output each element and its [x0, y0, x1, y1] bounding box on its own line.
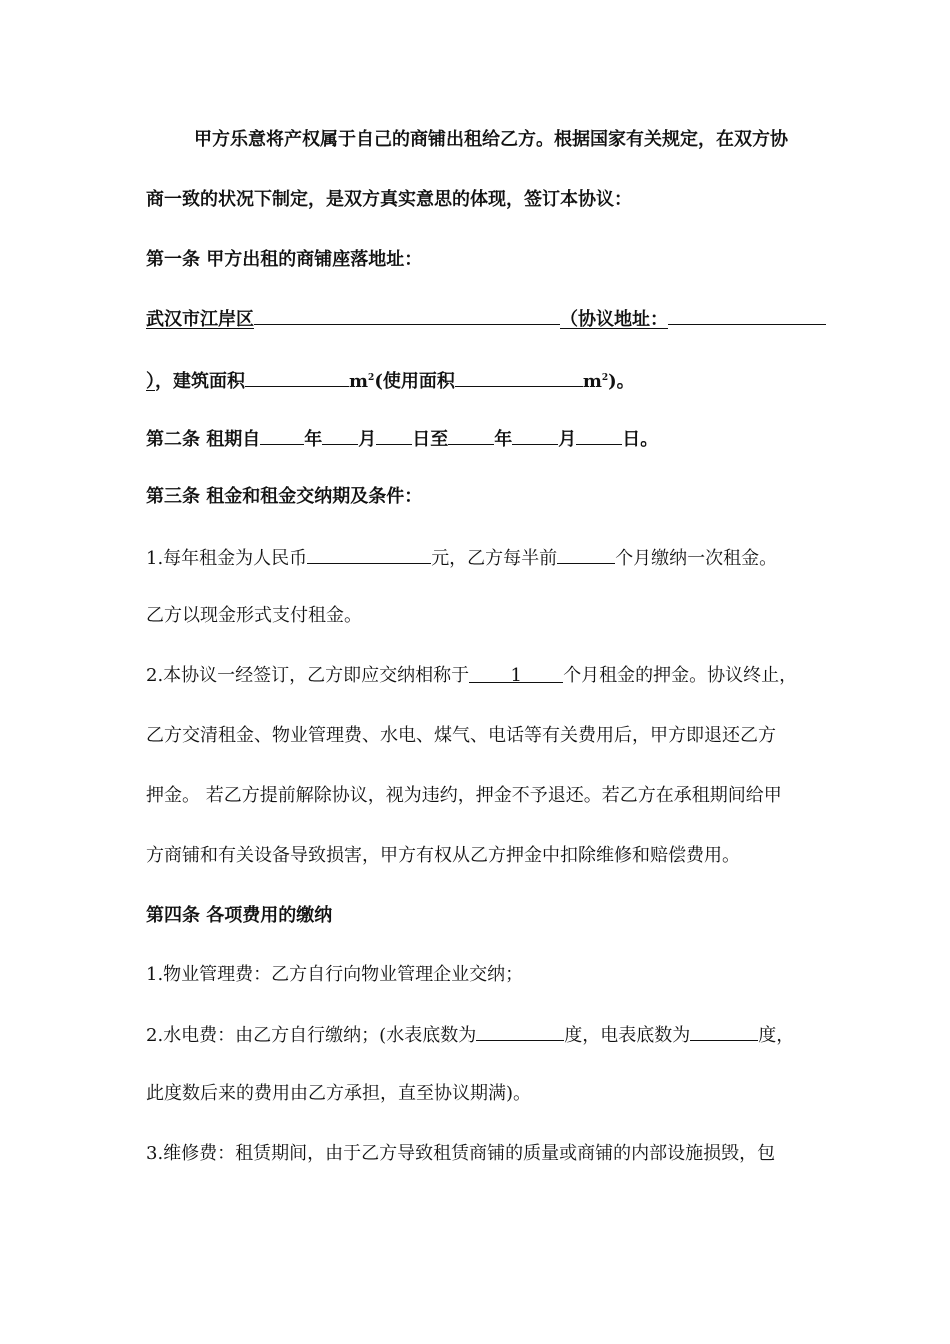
use-area-blank: [455, 368, 583, 387]
start-month-blank: [322, 426, 358, 445]
start-year-blank: [260, 426, 304, 445]
deposit-label: 2.本协议一经签订，乙方即应交纳相称于: [146, 665, 470, 686]
article-4-item-2: [146, 1022, 824, 1048]
rent-label: 1.每年租金为人民币: [146, 548, 308, 569]
article-1-address-line: [146, 306, 824, 332]
agreement-address-label: （协议地址：: [560, 309, 668, 330]
electric-meter-blank: [690, 1022, 758, 1041]
year-label: 年: [304, 429, 323, 450]
intro-line-2: 商一致的状况下制定，是双方真实意思的体现，签订本协议：: [146, 189, 632, 210]
area-unit: m: [349, 371, 369, 392]
use-area-label: (使用面积: [374, 371, 455, 392]
end-year-blank: [448, 426, 494, 445]
article-4-heading: 第四条 各项费用的缴纳: [146, 905, 333, 926]
area-blank: [245, 368, 349, 387]
year-label: 年: [494, 429, 513, 450]
address-city: 武汉市江岸区: [146, 309, 254, 330]
article-1-area-line: [146, 366, 824, 394]
article-2-line: [146, 426, 824, 452]
water-meter-blank: [476, 1022, 564, 1041]
rent-amount-blank: [307, 545, 431, 564]
area-unit-sq: 2: [368, 373, 375, 383]
water-meter-label: 2.水电费：由乙方自行缴纳；(水表底数为: [146, 1025, 477, 1046]
article-3-item-1: [146, 545, 824, 571]
day-label: 日。: [622, 429, 659, 450]
article-4-item-2-line-2: 此度数后来的费用由乙方承担，直至协议期满)。: [146, 1083, 532, 1104]
intro-line-1: 甲方乐意将产权属于自己的商铺出租给乙方。根据国家有关规定，在双方协: [194, 129, 788, 150]
rent-months-blank: [557, 545, 615, 564]
article-1-end: )。: [608, 371, 635, 392]
article-3-item-1-line-2: 乙方以现金形式支付租金。: [146, 605, 362, 626]
agreement-address-blank: [668, 306, 826, 325]
end-day-blank: [576, 426, 622, 445]
article-3-item-2-line-3: 押金。 若乙方提前解除协议，视为违约，押金不予退还。若乙方在承租期间给甲: [146, 785, 782, 806]
article-4-item-3: 3.维修费：租赁期间，由于乙方导致租赁商铺的质量或商铺的内部设施损毁，包: [146, 1143, 776, 1164]
degree-label: 度，: [758, 1025, 795, 1046]
day-to-label: 日至: [412, 429, 449, 450]
month-label: 月: [558, 429, 577, 450]
address-blank: [254, 306, 560, 325]
use-area-unit: m: [582, 371, 602, 392]
article-3-item-2-line-4: 方商铺和有关设备导致损害，甲方有权从乙方押金中扣除维修和赔偿费用。: [146, 845, 740, 866]
use-area-unit-sq: 2: [601, 373, 609, 383]
article-1-heading: 第一条 甲方出租的商铺座落地址：: [146, 249, 423, 270]
deposit-label-end: 个月租金的押金。协议终止，: [563, 665, 798, 686]
electric-meter-label: 度，电表底数为: [564, 1025, 691, 1046]
month-label: 月: [358, 429, 377, 450]
rent-period-label: 个月缴纳一次租金。: [615, 548, 778, 569]
article-3-heading: 第三条 租金和租金交纳期及条件：: [146, 486, 423, 507]
article-3-item-2-line-2: 乙方交清租金、物业管理费、水电、煤气、电话等有关费用后，甲方即退还乙方: [146, 725, 776, 746]
start-day-blank: [376, 426, 412, 445]
area-label: ，建筑面积: [155, 371, 245, 392]
article-4-item-1: 1.物业管理费：乙方自行向物业管理企业交纳；: [146, 964, 524, 985]
article-2-heading: 第二条 租期自: [146, 429, 261, 450]
deposit-months-value: 1: [469, 664, 563, 683]
close-paren: ）: [146, 371, 155, 392]
end-month-blank: [512, 426, 558, 445]
article-3-item-2: [146, 664, 824, 688]
rent-unit-label: 元，乙方每半前: [431, 548, 558, 569]
